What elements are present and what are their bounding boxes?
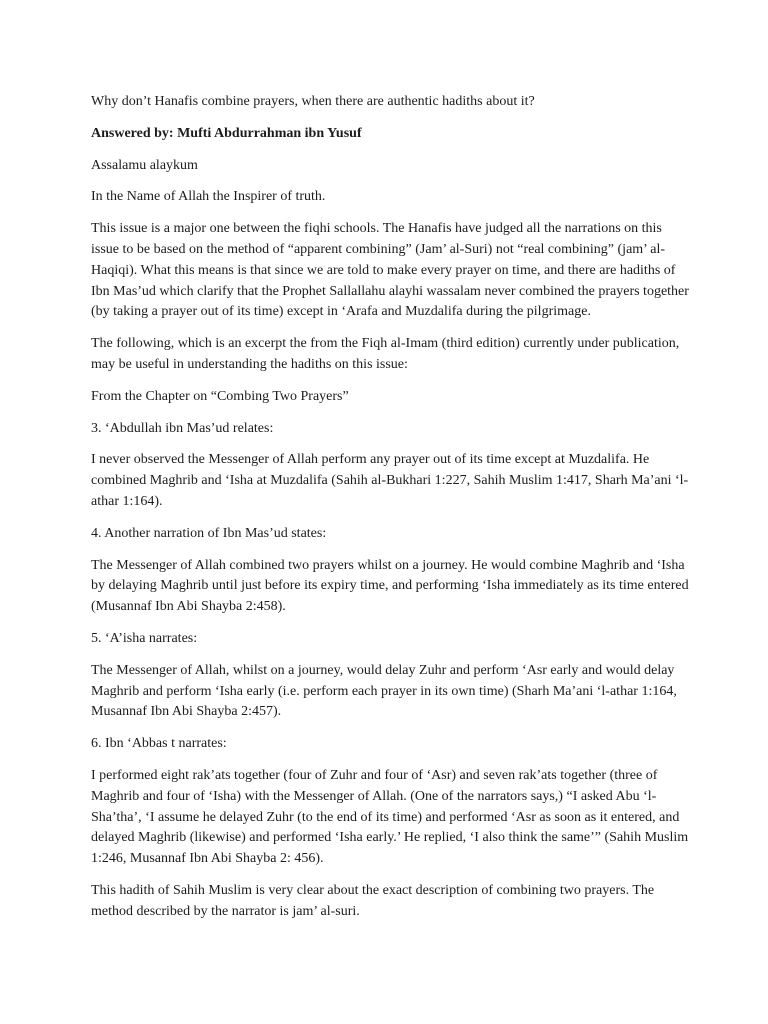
document-page [91, 92, 691, 934]
question-line: Why don’t Hanafis combine prayers, when there are authentic hadiths about it? [91, 94, 535, 109]
narration-heading-4: 4. Another narration of Ibn Mas’ud states: [91, 525, 327, 541]
excerpt-intro: The following, which is an excerpt the from the Fiqh al-Imam (third edition) currently under publication, may be useful in understanding the hadiths on this issue: [91, 336, 680, 372]
intro-paragraph: This issue is a major one between the fiqhi schools. The Hanafis have judged all the narrations on this issue to be based on the method of “apparent combining” (Jam’ al-Suri) not “real combining” (jam’ al-Haqiqi). What this means is that since we are told to make every prayer on time, and there are hadiths of Ibn Mas’ud which clarify that the Prophet Sallallahu alayhi wassalam never combined the prayers together (by taking a prayer out of its time) except in ‘Arafa and Muzdalifa during the pilgrimage. [91, 221, 689, 320]
narration-heading-5: 5. ‘A’isha narrates: [91, 630, 198, 646]
narration-text-3: I never observed the Messenger of Allah perform any prayer out of its time except at Muzdalifa. He combined Maghrib and ‘Isha at Muzdalifa (Sahih al-Bukhari 1:227, Sahih Muslim 1:417, Sharh Ma’ani ‘l-athar 1:164). [91, 452, 689, 509]
invocation: In the Name of Allah the Inspirer of truth. [91, 189, 326, 205]
narration-text-4: The Messenger of Allah combined two prayers whilst on a journey. He would combine Maghrib and ‘Isha by delaying Maghrib until just before its expiry time, and performing ‘Isha immediately as its time entered (Musannaf Ibn Abi Shayba 2:458). [91, 557, 689, 615]
narration-text-5: The Messenger of Allah, whilst on a journey, would delay Zuhr and perform ‘Asr early and would delay Maghrib and perform ‘Isha early (i.e. perform each prayer in its own time) (Sharh Ma’ani ‘l-athar 1:164, Musannaf Ibn Abi Shayba 2:457). [91, 662, 677, 720]
chapter-title: From the Chapter on “Combing Two Prayers” [91, 388, 349, 404]
answered-by: Answered by: Mufti Abdurrahman ibn Yusuf [91, 125, 362, 141]
closing-paragraph: This hadith of Sahih Muslim is very clear about the exact description of combining two prayers. The method described by the narrator is jam’ al-suri. [91, 882, 655, 919]
narration-text-6: I performed eight rak’ats together (four of Zuhr and four of ‘Asr) and seven rak’ats together (three of Maghrib and four of ‘Isha) with the Messenger of Allah. (One of the narrators says,) “I asked Abu ‘l-Sha’tha’, ‘I assume he delayed Zuhr (to the end of its time) and performed ‘Asr as soon as it entered, and delayed Maghrib (likewise) and performed ‘Isha early.’ He replied, ‘I also think the same’” (Sahih Muslim 1:246, Musannaf Ibn Abi Shayba 2: 456). [91, 767, 689, 867]
greeting: Assalamu alaykum [91, 157, 198, 173]
narration-heading-3: 3. ‘Abdullah ibn Mas’ud relates: [91, 420, 274, 436]
narration-heading-6: 6. Ibn ‘Abbas t narrates: [91, 736, 227, 752]
